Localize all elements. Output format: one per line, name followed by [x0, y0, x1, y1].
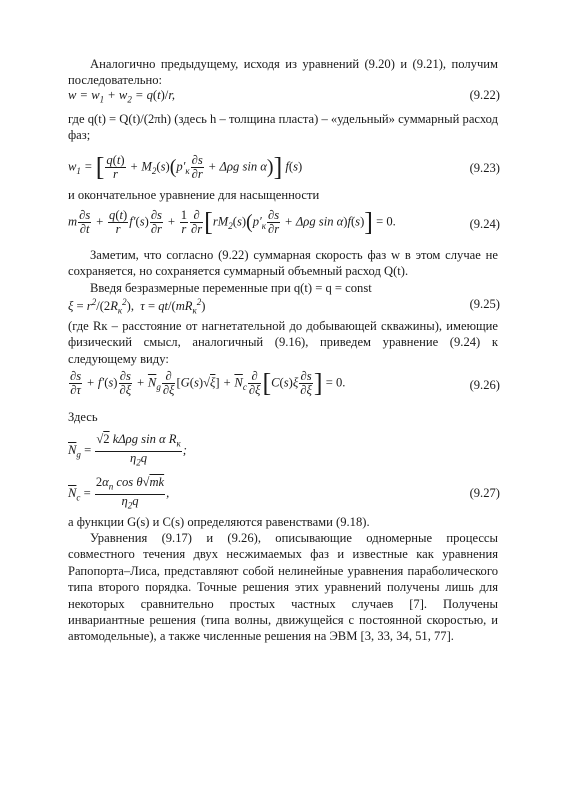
equation-number: (9.24): [469, 217, 500, 231]
paragraph-q-definition: где q(t) = Q(t)/(2πh) (здесь h – толщина пласта) – «удельный» суммарный расход фаз;: [68, 112, 498, 143]
paragraph-rk-definition: (где Rк – расстояние от нагнетательной до добывающей скважины), имеющие физический смысл, аналогичный (9.16), приведем уравнение (9.24) к следующему виду:: [68, 319, 498, 366]
paragraph-variables: Введя безразмерные переменные при q(t) = q = const: [90, 281, 372, 295]
equation-ng: $\overline{N}_g$ = $\frac{√2 k\Delta\rho g \sin \alpha R_к}{\eta_2q}$ ;: [68, 432, 187, 468]
paragraph-functions: а функции G(s) и C(s) определяются равенствами (9.18).: [68, 515, 370, 529]
paragraph-remark: Заметим, что согласно (9.22) суммарная скорость фаз w в этом случае не сохраняется, но сохраняется суммарный объемный расход Q(t).: [68, 248, 498, 279]
equation-number: (9.22): [469, 88, 500, 102]
paragraph-intro: Аналогично предыдущему, исходя из уравнений (9.20) и (9.21), получим последовательно:: [68, 57, 498, 88]
equation-nc: $\overline{N}_c$ = $\frac{2\alpha_п \cos \theta√mk}{\eta_2q}$ , (9.27): [68, 475, 500, 511]
equation-number: (9.23): [469, 161, 500, 175]
paragraph-rapoport-leas: Уравнения (9.17) и (9.26), описывающие одномерные процессы совместного течения двух несжимаемых фаз и известные как уравнения Рапопорта–Лиса, представляют собой нелинейные уравнения параболического типа второго порядка. Точные решения этих уравнений получены лишь для некоторых сравнительно простых частных случаев [7]. Получены инвариантные решения (типа волны, движущейся с постоянной скоростью, и автомодельные), а также численные решения на ЭВМ [3, 33, 34, 51, 77].: [68, 531, 498, 644]
equation-number: (9.25): [469, 297, 500, 311]
equation-9-25: $\xi = r^2/(2R_к^2)$, $\tau = qt/(mR_к^2)$ (9.25): [68, 297, 500, 316]
paragraph-here: Здесь: [68, 410, 98, 424]
paragraph-saturation: и окончательное уравнение для насыщенности: [68, 188, 320, 202]
equation-number: (9.26): [469, 378, 500, 392]
equation-9-24: m $\frac{\partial s}{\partial t}$ + $\frac{q(t)}{r}$ f′(s) $\frac{\partial s}{\partial r}$ + $\frac{1}{r}$ $\frac{\partial}{\partial r}$ [$rM_2(s)(p'_к$ $\frac{\partial s}{\partial r}$ + Δρg sin α)f(s)] = 0. (9.24): [68, 207, 500, 237]
equation-9-23: $w_1$ = [ $\frac{q(t)}{r}$ + $M_2(s)(p'_к$ $\frac{\partial s}{\partial r}$ + Δρg sin α)] f(s) (9.23): [68, 152, 500, 182]
equation-9-22: $w = w_1 + w_2 = q(t)/r$, (9.22): [68, 88, 500, 105]
equation-number: (9.27): [469, 486, 500, 500]
equation-9-26: $\frac{\partial s}{\partial\tau}$ + f′(s) $\frac{\partial s}{\partial\xi}$ + $\overline{N}_g$ $\frac{\partial}{\partial\xi}$ $[G(s)√\xi] + \overline{N}_c$ $\frac{\partial}{\partial\xi}$ [C(s)ξ $\frac{\partial s}{\partial\xi}$ ] = 0. (9.26): [70, 368, 500, 398]
